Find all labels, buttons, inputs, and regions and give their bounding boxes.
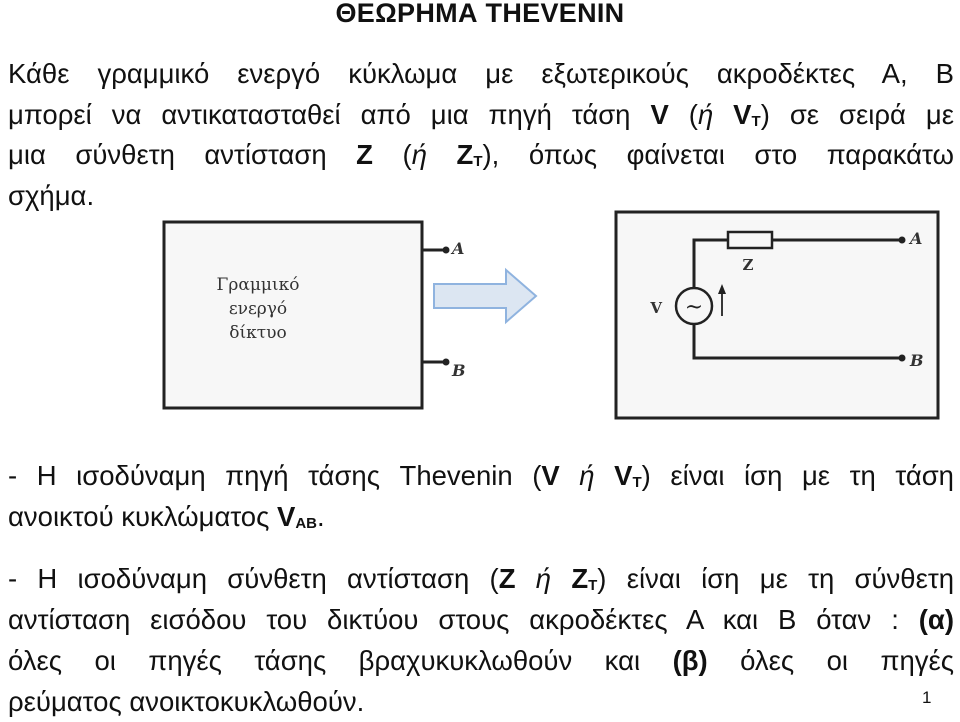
intro-paragraph [8,54,954,216]
terminal-a-right-label: A [910,229,923,248]
impedance-label: Z [742,256,754,274]
page-number: 1 [922,688,932,707]
bullet-voltage-line-1: - Η ισοδύναμη πηγή τάσης Thevenin (V ή $V_T$) είναι ίση με τη τάση [8,460,954,491]
bullet-impedance-line-1: - Η ισοδύναμη σύνθετη αντίσταση (Z ή $Z_T$) είναι ίση με τη σύνθετη [8,563,954,594]
terminal-b-right-label: B [910,351,924,370]
page-title: ΘΕΩΡΗΜΑ THEVENIN [335,0,625,28]
network-label-line-1: Γραμμικό [216,275,300,295]
thevenin-equivalent-box [616,212,938,418]
terminal-a-left-label: A [452,239,465,258]
bullet-impedance-line-4: ρεύματος ανοικτοκυκλωθούν. [8,686,365,717]
source-label: V [650,299,662,317]
impedance-box [728,232,772,248]
terminal-b-left [443,359,450,366]
voltage-source-symbol: ~ [684,295,704,320]
thevenin-figure [156,206,946,421]
bullet-voltage [8,456,954,537]
intro-line-3: μια σύνθετη αντίσταση Z (ή $Z_T$), όπως φαίνεται στο παρακάτω [8,139,954,170]
terminal-a-left [443,247,450,254]
bullet-impedance-line-2: αντίσταση εισόδου του δικτύου στους ακροδέκτες Α και Β όταν : (α) [8,604,954,635]
terminal-a-right [899,237,906,244]
intro-line-2: μπορεί να αντικατασταθεί από μια πηγή τάση V (ή $V_T$) σε σειρά με [8,98,954,130]
intro-line-4: σχήμα. [8,179,95,211]
bullet-impedance-line-3: όλες οι πηγές τάσης βραχυκυκλωθούν και (β) όλες οι πηγές [8,645,954,676]
terminal-b-left-label: B [452,361,466,380]
network-label-line-3: δίκτυο [229,323,287,343]
equivalence-arrow [434,270,536,322]
bullet-voltage-line-2: ανοικτού κυκλώματος $V_{AB}$. [8,500,325,532]
terminal-b-right [899,355,906,362]
network-label-line-2: ενεργό [228,299,288,319]
linear-network-box [164,222,422,408]
intro-line-1: Κάθε γραμμικό ενεργό κύκλωμα με εξωτερικούς ακροδέκτες Α, Β [8,58,954,89]
bullet-impedance [8,558,954,722]
